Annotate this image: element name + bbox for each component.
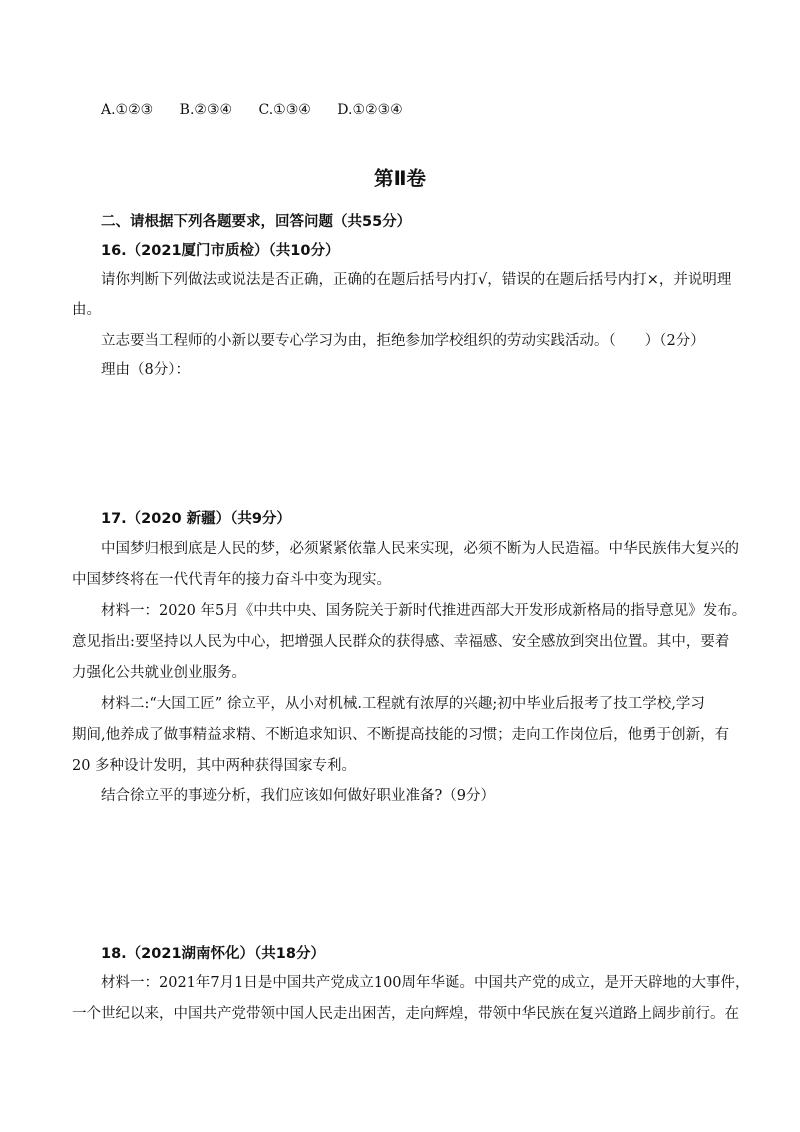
q17-material2-line3: 20 多种设计发明，其中两种获得国家专利。: [72, 758, 357, 774]
q17-question: 结合徐立平的事迹分析，我们应该如何做好职业准备?（9分）: [101, 788, 495, 804]
option-a: A.①②③: [101, 102, 154, 118]
section-title: 第Ⅱ卷: [374, 167, 426, 190]
q17-material2-line2: 期间,他养成了做事精益求精、不断追求知识、不断提高技能的习惯；走向工作岗位后，他勇于创新，有: [72, 727, 730, 743]
q16-heading: 16.（2021厦门市质检）（共10分）: [101, 243, 340, 259]
q18-material1-line1: 材料一：2021年7月1日是中国共产党成立100周年华诞。中国共产党的成立，是开天辟地的大事件，: [101, 975, 750, 991]
option-c: C.①③④: [258, 102, 311, 118]
q16-instruction-line1: 请你判断下列做法或说法是否正确，正确的在题后括号内打√，错误的在题后括号内打×，并说明理: [101, 272, 732, 288]
answer-options: [101, 100, 425, 120]
q16-statement: 立志要当工程师的小新以要专心学习为由，拒绝参加学校组织的劳动实践活动。（ ）（2分）: [101, 333, 705, 349]
option-d: D.①②③④: [337, 102, 403, 118]
q18-heading: 18.（2021湖南怀化）（共18分）: [101, 946, 325, 962]
q17-material1-line2: 意见指出:要坚持以人民为中心，把增强人民群众的获得感、幸福感、安全感放到突出位置。其中，要着: [72, 634, 730, 650]
q17-intro-line2: 中国梦终将在一代代青年的接力奋斗中变为现实。: [72, 572, 391, 588]
q16-instruction-line2: 由。: [72, 302, 101, 318]
q17-intro-line1: 中国梦归根到底是人民的梦，必须紧紧依靠人民来实现，必须不断为人民造福。中华民族伟大复兴的: [101, 541, 739, 557]
q17-material2-line1: 材料二:“大国工匠” 徐立平，从小对机械.工程就有浓厚的兴趣;初中毕业后报考了技工学校,学习: [101, 696, 705, 712]
q16-reason-label: 理由（8分）：: [101, 362, 190, 378]
part2-heading: 二、请根据下列各题要求，回答问题（共55分）: [101, 214, 412, 230]
q18-material1-line2: 一个世纪以来，中国共产党带领中国人民走出困苦，走向辉煌，带领中华民族在复兴道路上阔步前行。在: [72, 1006, 739, 1022]
q17-heading: 17.（2020 新疆）（共9分）: [101, 511, 291, 527]
q17-material1-line3: 力强化公共就业创业服务。: [72, 665, 246, 681]
q17-material1-line1: 材料一：2020 年5月《中共中央、国务院关于新时代推进西部大开发形成新格局的指导意见》发布。: [101, 603, 747, 619]
option-b: B.②③④: [179, 102, 233, 118]
